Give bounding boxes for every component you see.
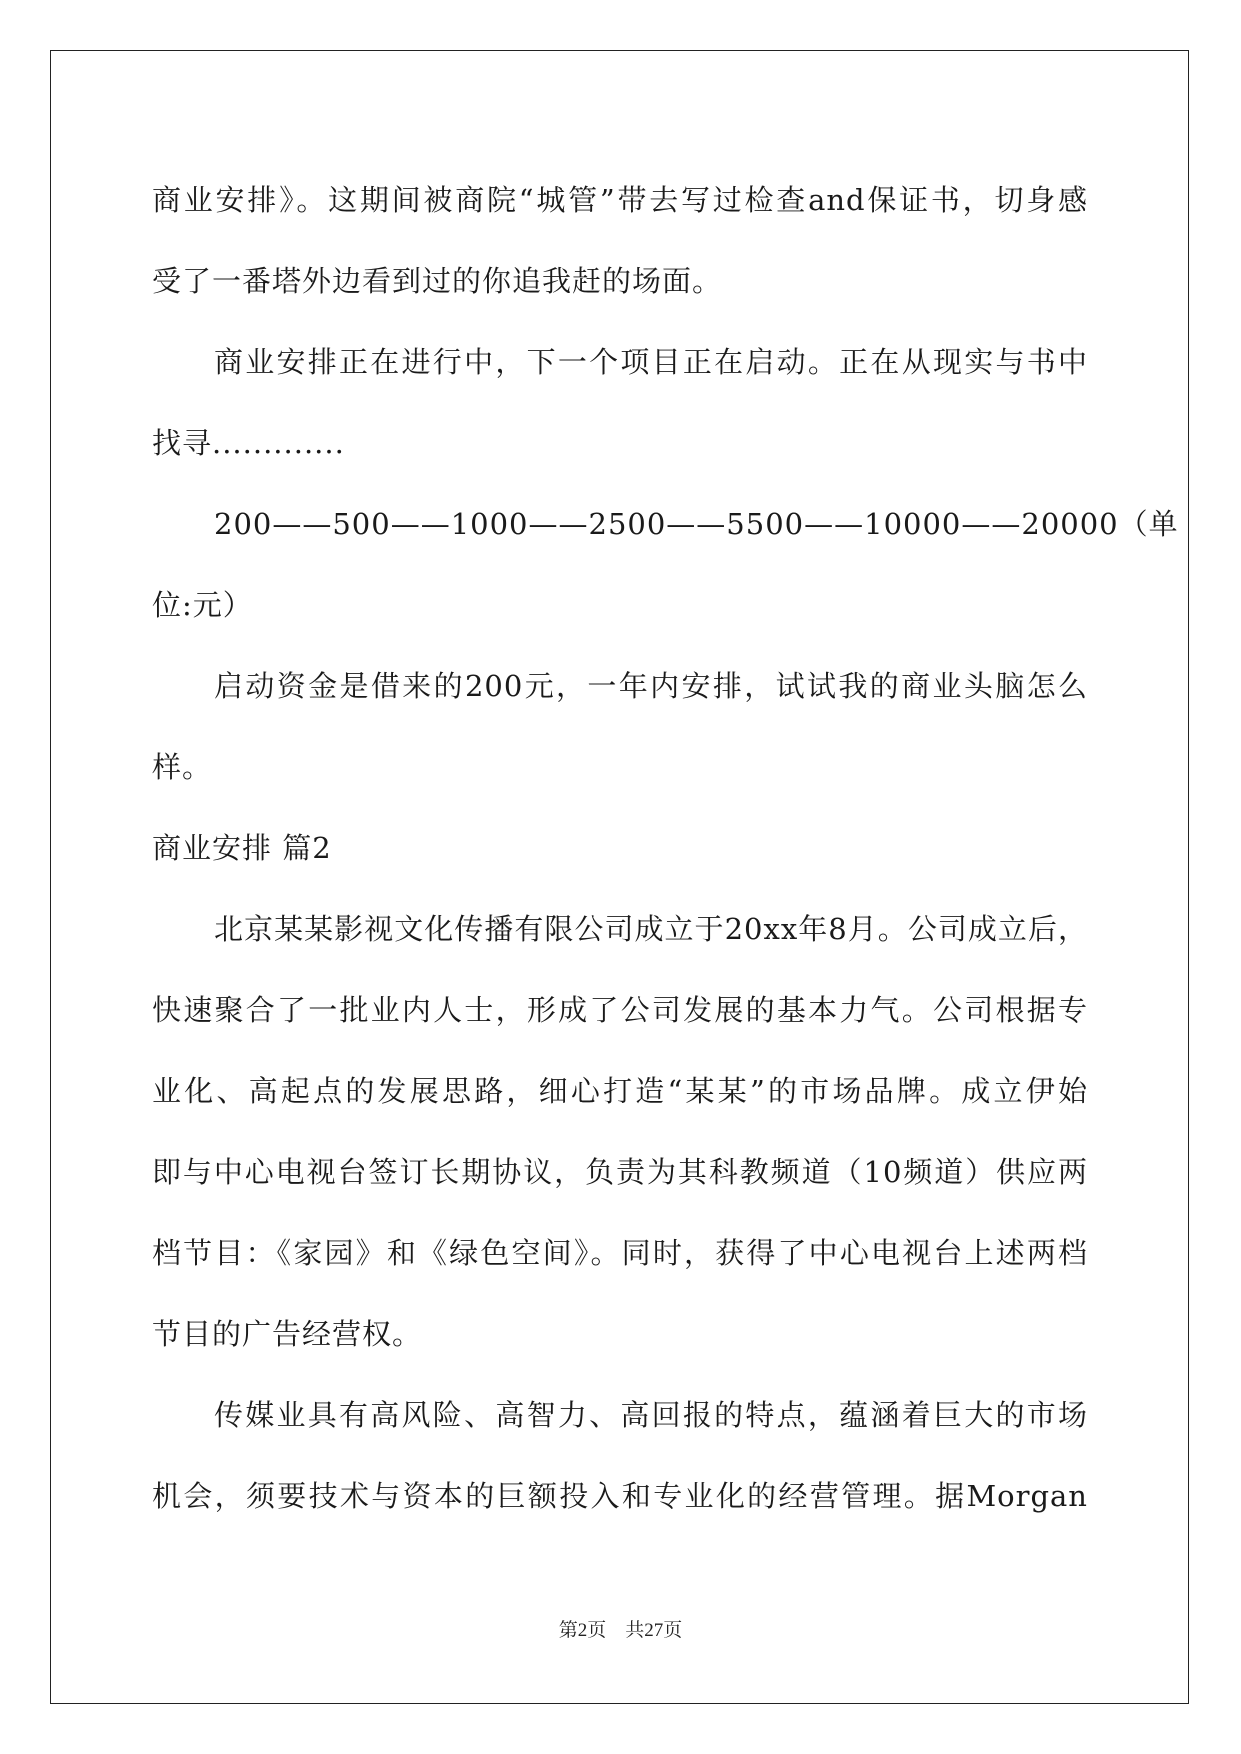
paragraph-line: 商业安排正在进行中，下一个项目正在启动。正在从现实与书中 (214, 345, 1088, 379)
paragraph-line: 样。 (152, 750, 213, 784)
paragraph-line: 业化、高起点的发展思路，细心打造“某某”的市场品牌。成立伊始 (152, 1074, 1088, 1108)
paragraph-line: 传媒业具有高风险、高智力、高回报的特点，蕴涵着巨大的市场 (214, 1398, 1088, 1432)
paragraph-line: 受了一番塔外边看到过的你追我赶的场面。 (152, 264, 723, 298)
paragraph-line: 即与中心电视台签订长期协议，负责为其科教频道（10频道）供应两 (152, 1155, 1088, 1189)
paragraph-line: 北京某某影视文化传播有限公司成立于20xx年8月。公司成立后， (214, 912, 1088, 946)
document-body (152, 160, 1179, 1537)
paragraph-line: 机会，须要技术与资本的巨额投入和专业化的经营管理。据Morgan (152, 1479, 1088, 1513)
section-heading: 商业安排 篇2 (152, 831, 332, 865)
paragraph-line: 节目的广告经营权。 (152, 1317, 423, 1351)
paragraph-line: 找寻............. (152, 426, 345, 460)
paragraph-line: 商业安排》。这期间被商院“城管”带去写过检查and保证书，切身感 (152, 183, 1088, 217)
paragraph-line: 200——500——1000——2500——5500——10000——20000（单 (214, 507, 1179, 541)
page-footer: 第2页 共27页 (558, 1620, 683, 1641)
paragraph-line: 位:元） (152, 588, 253, 622)
paragraph-line: 快速聚合了一批业内人士，形成了公司发展的基本力气。公司根据专 (152, 993, 1088, 1027)
paragraph-line: 启动资金是借来的200元，一年内安排，试试我的商业头脑怎么 (214, 669, 1088, 703)
paragraph-line: 档节目：《家园》和《绿色空间》。同时，获得了中心电视台上述两档 (152, 1236, 1088, 1270)
